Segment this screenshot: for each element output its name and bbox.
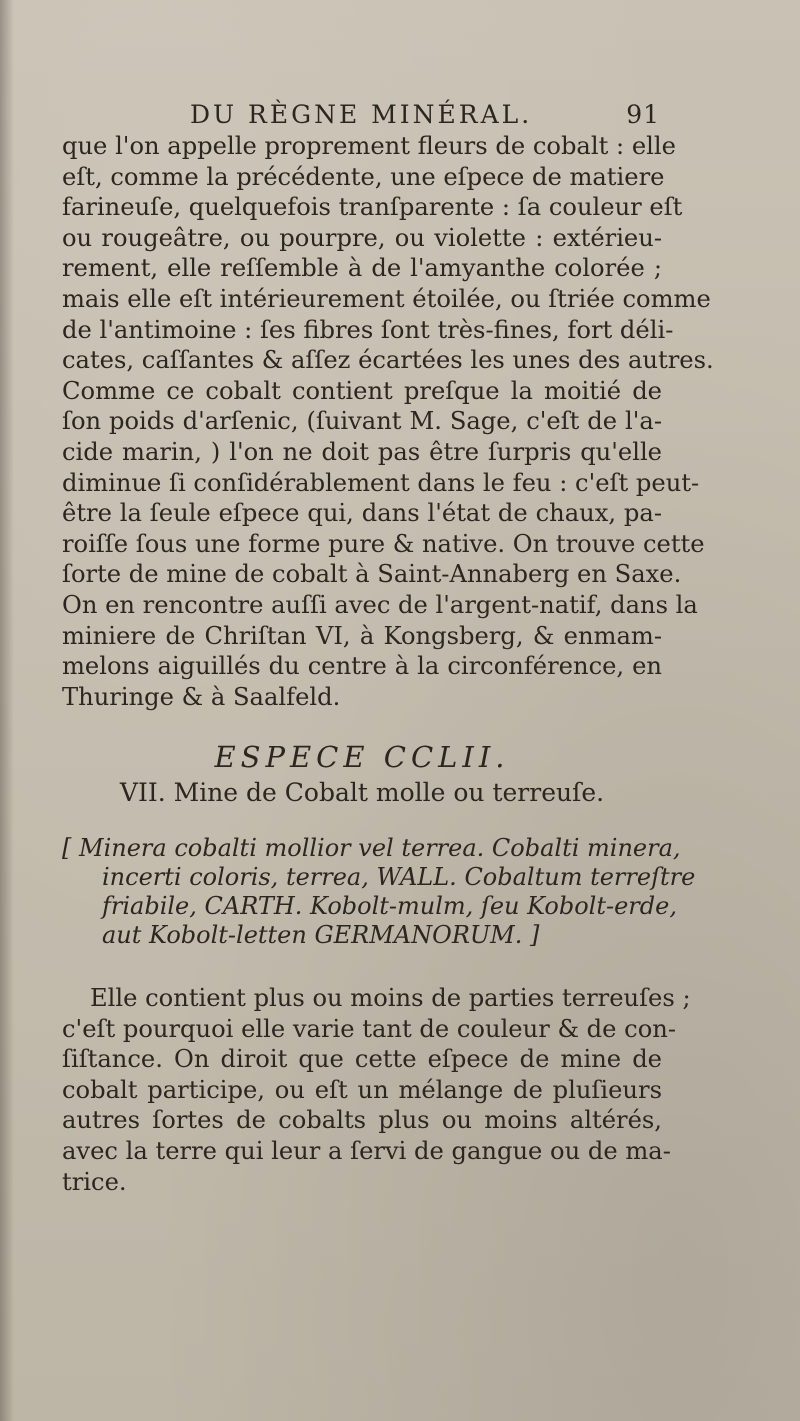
text-line: cobalt participe, ou eſt un mélange de pluſieurs [62,1075,662,1104]
text-line: ſiſtance. On diroit que cette eſpece de mine de [62,1045,662,1074]
page-number: 91 [626,100,660,129]
species-heading: ESPECE CCLII. [214,740,510,774]
text-line: cates, caſſantes & aſſez écartées les unes des autres. [62,346,714,375]
text-line: mais elle eſt intérieurement étoilée, ou ſtriée comme [62,284,711,313]
text-line: de l'antimoine : ſes fibres ſont très-fines, fort déli- [62,315,674,344]
species-title: VII. Mine de Cobalt molle ou terreuſe. [119,778,605,807]
paragraph-1 [62,131,714,712]
text-line: rement, elle reſſemble à de l'amyanthe colorée ; [62,254,662,283]
text-line: eſt, comme la précédente, une eſpece de matiere [62,162,665,191]
synonymy-line: friabile, CARTH. Kobolt-mulm, ſeu Kobolt-erde, [102,892,677,920]
text-line: miniere de Chriſtan VI, à Kongsberg, & enmam- [62,621,662,650]
synonymy-block [62,834,696,950]
page-edge-shadow [0,0,14,1421]
text-line: roiſſe ſous une forme pure & native. On trouve cette [62,529,705,558]
text-line: que l'on appelle proprement fleurs de cobalt : elle [62,132,676,160]
synonymy-line: [ Minera cobalti mollior vel terrea. Cobalti minera, [62,834,681,862]
text-line: Thuringe & à Saalfeld. [62,682,341,711]
paragraph-2 [62,983,691,1197]
running-title: DU RÈGNE MINÉRAL. [190,100,533,129]
text-line: trice. [62,1167,127,1196]
synonymy-line: aut Kobolt-letten GERMANORUM. ] [102,921,540,949]
text-line: ſon poids d'arſenic, (ſuivant M. Sage, c'eſt de l'a- [62,407,662,436]
text-line: autres ſortes de cobalts plus ou moins altérés, [62,1106,662,1135]
text-line: ou rougeâtre, ou pourpre, ou violette : extérieu- [62,223,662,252]
text-line: On en rencontre auſſi avec de l'argent-natif, dans la [62,590,698,619]
text-line: être la ſeule eſpece qui, dans l'état de chaux, pa- [62,499,662,528]
text-line: c'eſt pourquoi elle varie tant de couleur & de con- [62,1014,677,1043]
text-line: avec la terre qui leur a ſervi de gangue ou de ma- [62,1136,671,1165]
text-line: Comme ce cobalt contient preſque la moitié de [62,376,662,405]
text-line: diminue ſi conſidérablement dans le feu : c'eſt peut- [62,468,700,497]
synonymy-line: incerti coloris, terrea, WALL. Cobaltum terreſtre [102,863,696,891]
text-line: farineuſe, quelquefois tranſparente : ſa couleur eſt [62,193,683,222]
page-header [60,100,660,134]
text-line: cide marin, ) l'on ne doit pas être ſurpris qu'elle [62,437,662,466]
text-line: ſorte de mine de cobalt à Saint-Annaberg en Saxe. [62,560,682,589]
text-line: Elle contient plus ou moins de parties terreuſes ; [90,984,691,1012]
text-line: melons aiguillés du centre à la circonférence, en [62,652,662,681]
